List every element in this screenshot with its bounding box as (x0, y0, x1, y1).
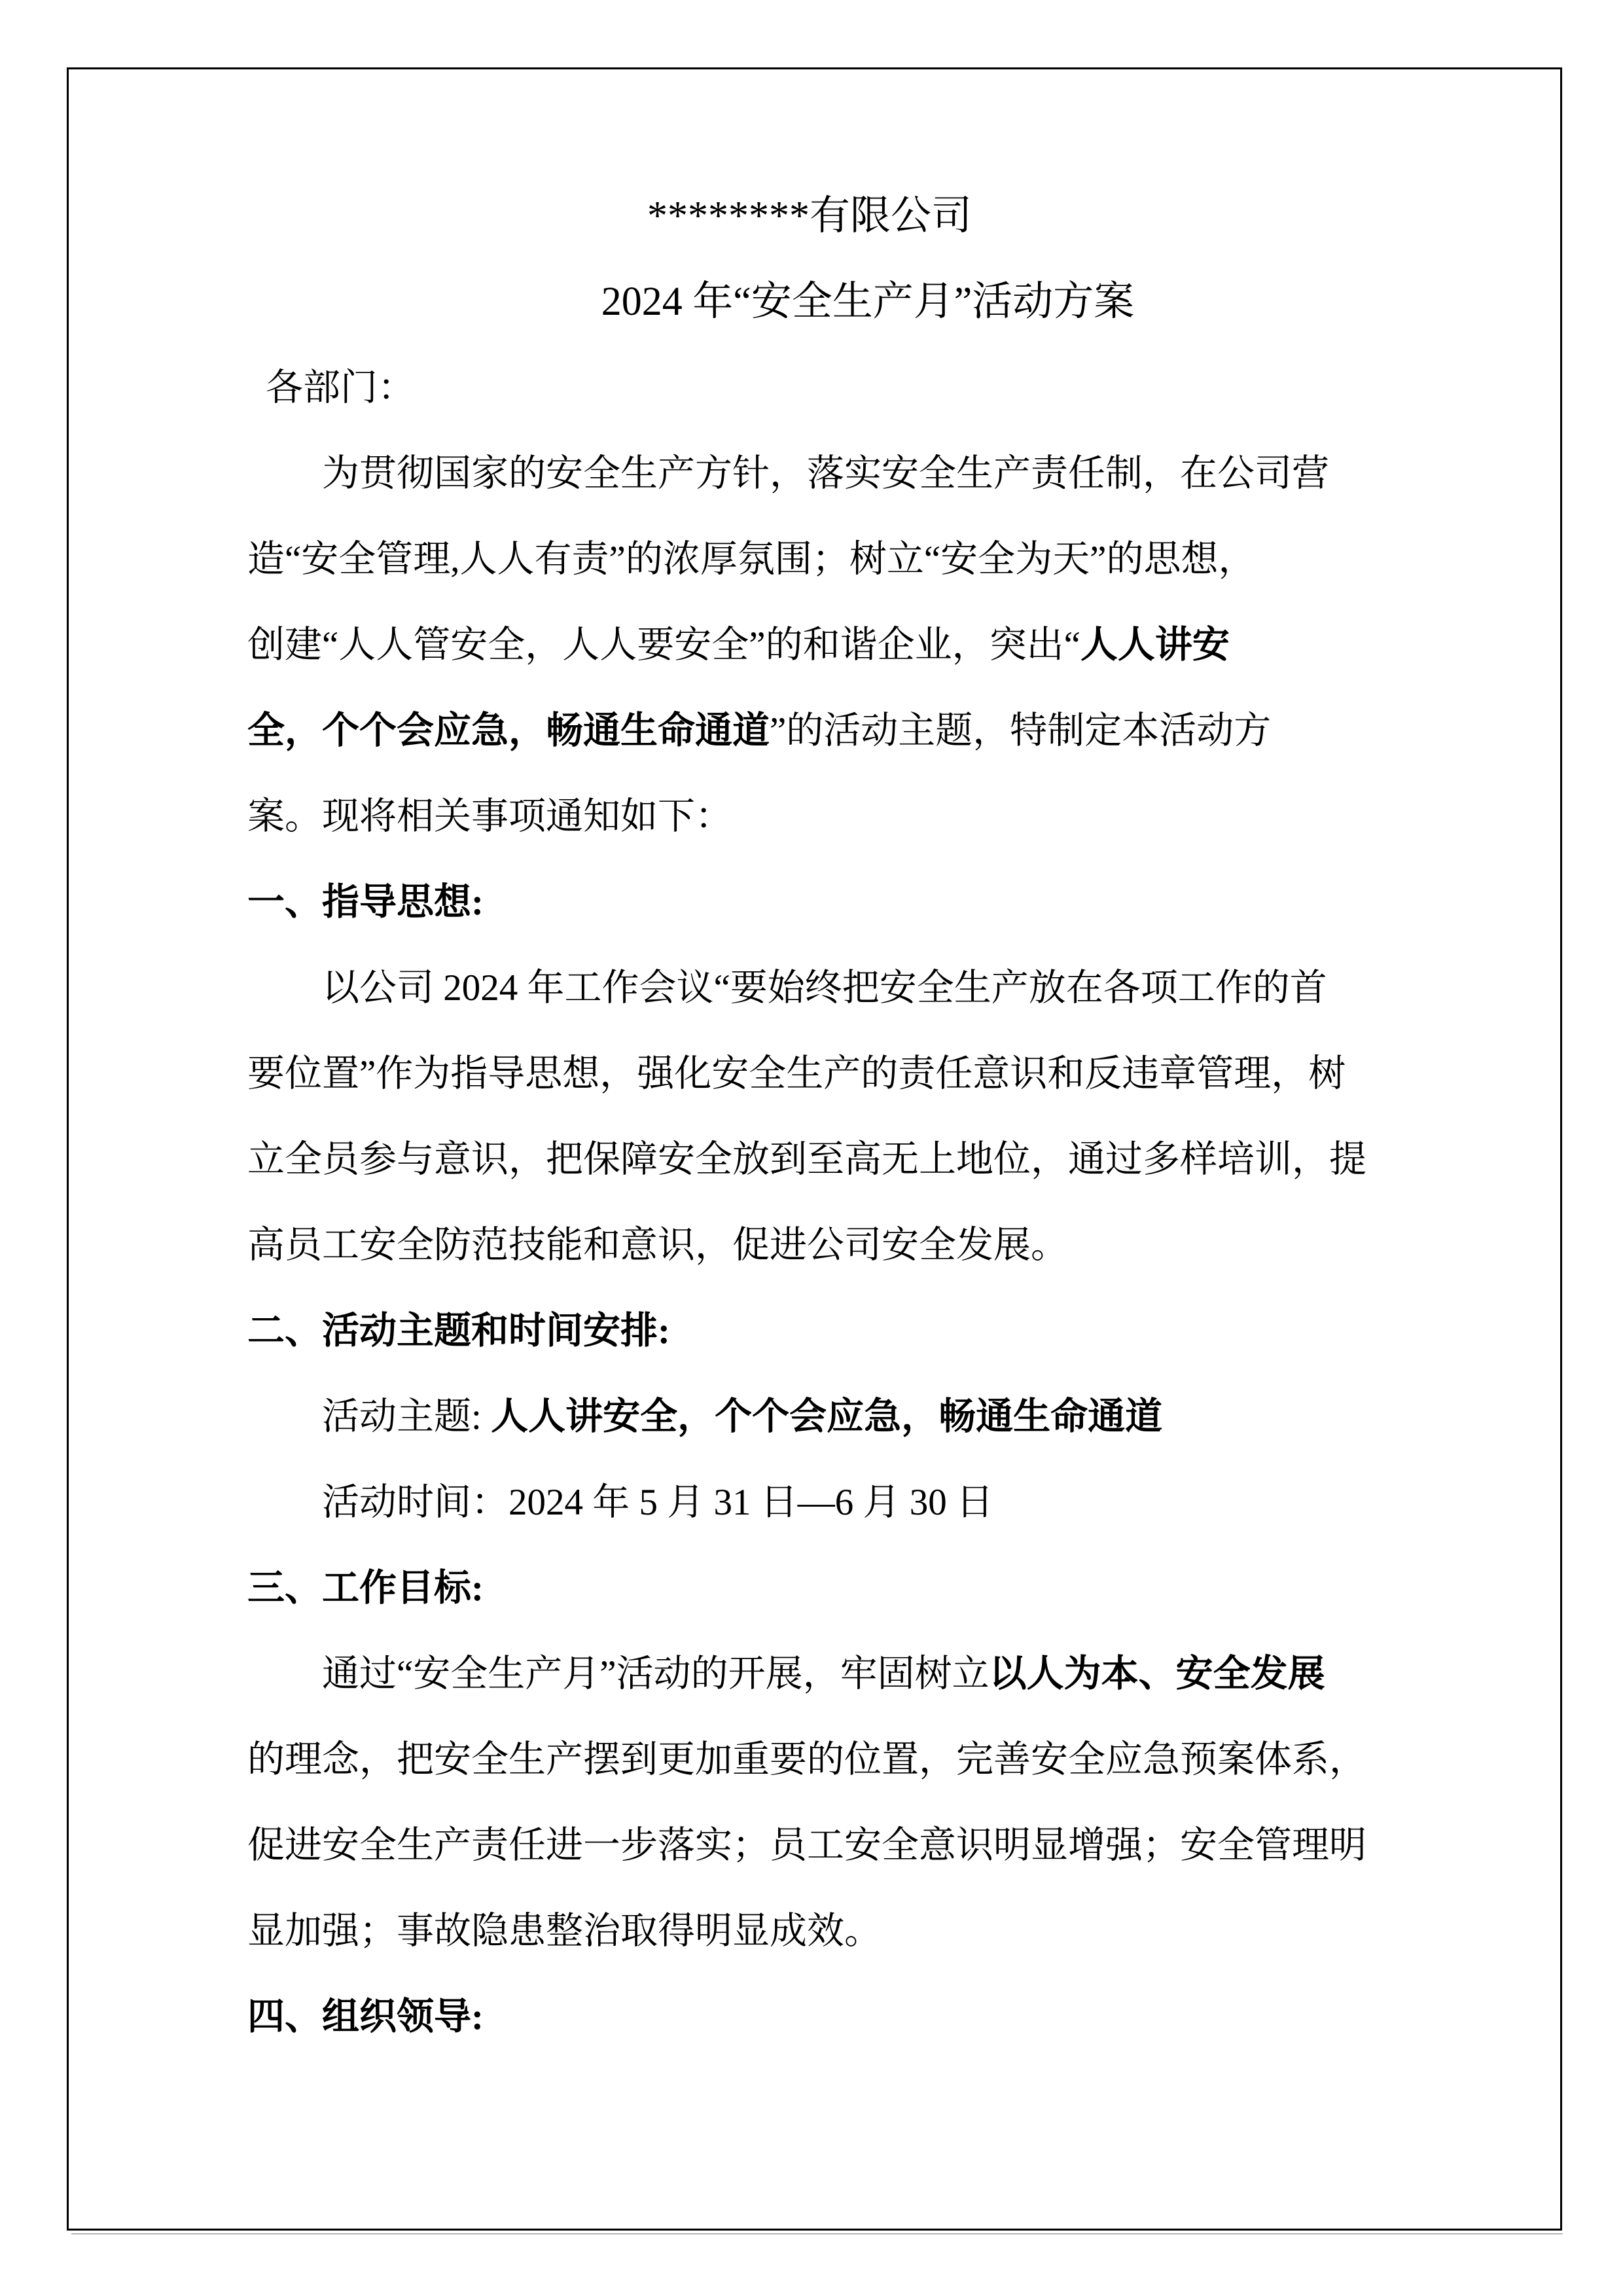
text-segment: 创建“人人管安全，人人要安全”的和谐企业，突出“ (247, 624, 1080, 666)
text-segment-bold: 人人讲安全，个个会应急，畅通生命通道 (491, 1396, 1163, 1437)
text-segment: 促进安全生产责任进一步落实；员工安全意识明显增强；安全管理明 (247, 1825, 1366, 1866)
doc-body (247, 345, 1372, 2060)
text-segment: 活动时间：2024 年 5 月 31 日—6 月 30 日 (322, 1482, 993, 1523)
doc-line (247, 774, 1372, 859)
doc-line (247, 945, 1372, 1031)
text-segment-bold: 全，个个会应急，畅通生命通道 (247, 710, 770, 751)
text-segment-bold: 三、工作目标: (247, 1568, 484, 1609)
doc-line (247, 688, 1372, 774)
doc-line (247, 1117, 1372, 1202)
doc-line (247, 859, 1372, 945)
doc-line (247, 1031, 1372, 1117)
doc-line (247, 1717, 1372, 1803)
doc-line (247, 602, 1372, 688)
document-text-block (247, 173, 1372, 2060)
text-segment: 活动主题: (322, 1396, 491, 1437)
doc-line (247, 1888, 1372, 1974)
text-segment: 显加强；事故隐患整治取得明显成效。 (247, 1910, 882, 1952)
text-segment-bold: 四、组织领导: (247, 1996, 484, 2037)
text-segment: 的理念，把安全生产摆到更加重要的位置，完善安全应急预案体系， (247, 1739, 1366, 1780)
document-title: ********有限公司 (647, 194, 972, 238)
text-segment: 立全员参与意识，把保障安全放到至高无上地位，通过多样培训，提 (247, 1139, 1366, 1180)
doc-line (247, 431, 1372, 516)
doc-line (247, 1631, 1372, 1717)
text-segment: 各部门： (266, 367, 415, 408)
text-segment: 造“安全管理,人人有责”的浓厚氛围；树立“安全为天”的思想， (247, 539, 1256, 580)
doc-line (247, 1460, 1372, 1545)
text-segment-bold: 一、指导思想: (247, 882, 484, 923)
text-segment: 以公司 2024 年工作会议“要始终把安全生产放在各项工作的首 (322, 967, 1327, 1009)
doc-line (247, 1974, 1372, 2060)
text-segment-bold: 二、活动主题和时间安排: (247, 1310, 670, 1352)
doc-line (247, 516, 1372, 602)
doc-line (247, 1202, 1372, 1288)
doc-line (247, 1374, 1372, 1460)
text-segment-bold: 以人为本、安全发展 (989, 1653, 1325, 1695)
text-segment: 案。现将相关事项通知如下： (247, 796, 732, 837)
doc-line (247, 345, 1372, 431)
doc-line (247, 1288, 1372, 1374)
text-segment-bold: 人人讲安 (1080, 624, 1230, 666)
doc-line (247, 1545, 1372, 1631)
text-segment: 要位置”作为指导思想，强化安全生产的责任意识和反违章管理，树 (247, 1053, 1346, 1094)
document-subtitle: 2024 年“安全生产月”活动方案 (601, 279, 1135, 324)
text-segment: 为贯彻国家的安全生产方针，落实安全生产责任制，在公司营 (322, 453, 1329, 494)
text-segment: 高员工安全防范技能和意识，促进公司安全发展。 (247, 1225, 1068, 1266)
text-segment: 通过“安全生产月”活动的开展，牢固树立 (322, 1653, 990, 1695)
text-segment: ”的活动主题，特制定本活动方 (770, 710, 1272, 751)
doc-line (247, 1803, 1372, 1888)
